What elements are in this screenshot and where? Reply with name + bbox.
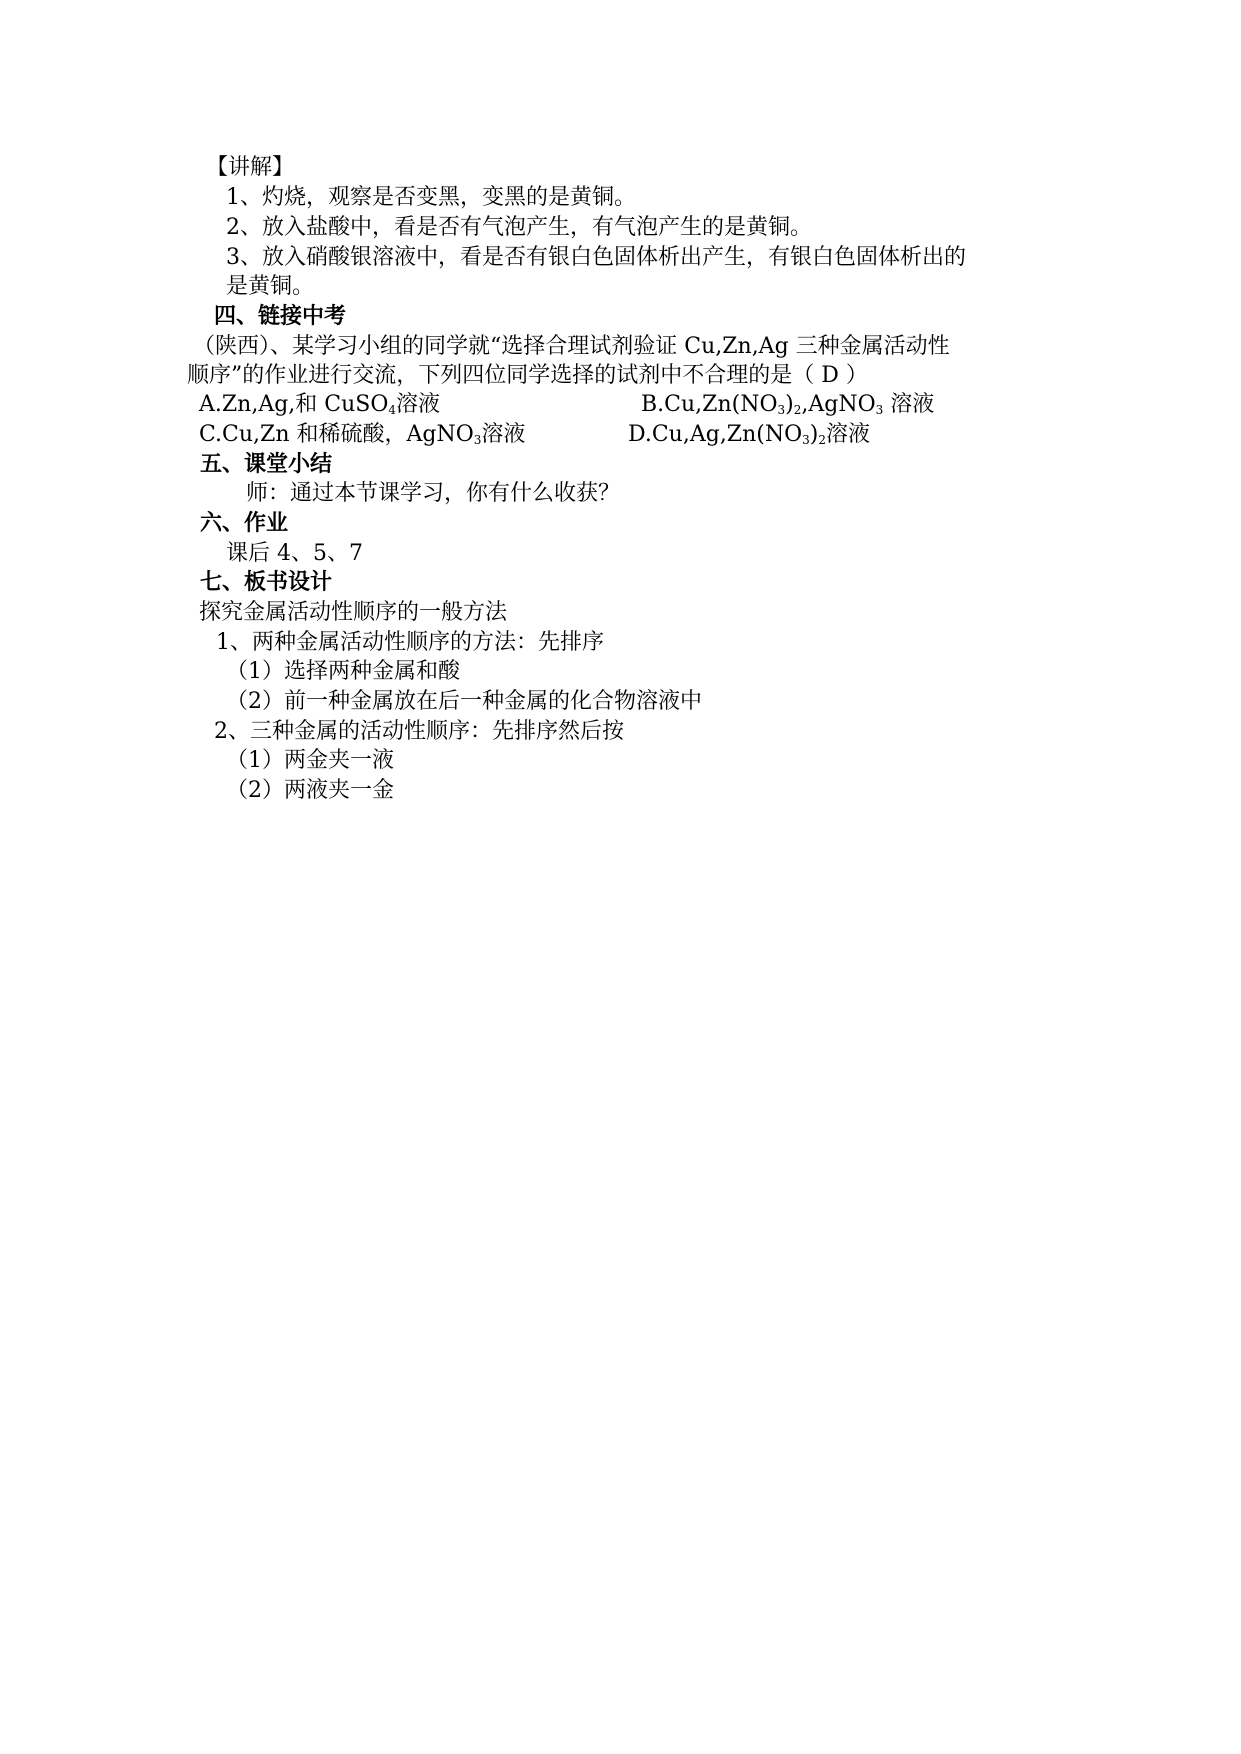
section6-text: 课后 4、5、7 [226, 541, 363, 566]
section7-heading: 七、板书设计 [200, 570, 333, 595]
section4-heading: 四、链接中考 [214, 304, 347, 329]
option-d: $D.Cu,Ag,Zn(NO_3)_2$溶液 [628, 422, 871, 447]
board-line-3: （2）前一种金属放在后一种金属的化合物溶液中 [226, 689, 702, 714]
question-line-1: （陕西）、某学习小组的同学就“选择合理试剂验证 Cu,Zn,Ag 三种金属活动性 [193, 334, 950, 359]
board-line-2: （1）选择两种金属和酸 [226, 659, 460, 684]
explain-title: 【讲解】 [206, 155, 295, 180]
section5-heading: 五、课堂小结 [200, 452, 333, 477]
section6-heading: 六、作业 [200, 511, 289, 536]
board-title: 探究金属活动性顺序的一般方法 [199, 600, 508, 625]
option-c: C.Cu,Zn 和稀硫酸，AgNO$_3$溶液 [199, 422, 526, 447]
option-b: $B.Cu,Zn(NO_3)_2,AgNO_3$ 溶液 [641, 392, 935, 417]
question-line-2: 顺序”的作业进行交流，下列四位同学选择的试剂中不合理的是（ D ） [187, 363, 868, 388]
section5-text: 师：通过本节课学习，你有什么收获？ [246, 481, 621, 506]
explain-item-3: 3、放入硝酸银溶液中，看是否有银白色固体析出产生，有银白色固体析出的 [226, 245, 966, 270]
explain-item-2: 2、放入盐酸中，看是否有气泡产生，有气泡产生的是黄铜。 [226, 215, 812, 240]
explain-item-1: 1、灼烧，观察是否变黑，变黑的是黄铜。 [226, 185, 636, 210]
board-line-4: 2、三种金属的活动性顺序：先排序然后按 [214, 719, 624, 744]
option-a: A.Zn,Ag,和 CuSO$_4$溶液 [199, 392, 441, 417]
board-line-1: 1、两种金属活动性顺序的方法：先排序 [216, 630, 604, 655]
explain-item-3-cont: 是黄铜。 [226, 274, 315, 299]
board-line-5: （1）两金夹一液 [226, 748, 394, 773]
board-line-6: （2）两液夹一金 [226, 778, 394, 803]
